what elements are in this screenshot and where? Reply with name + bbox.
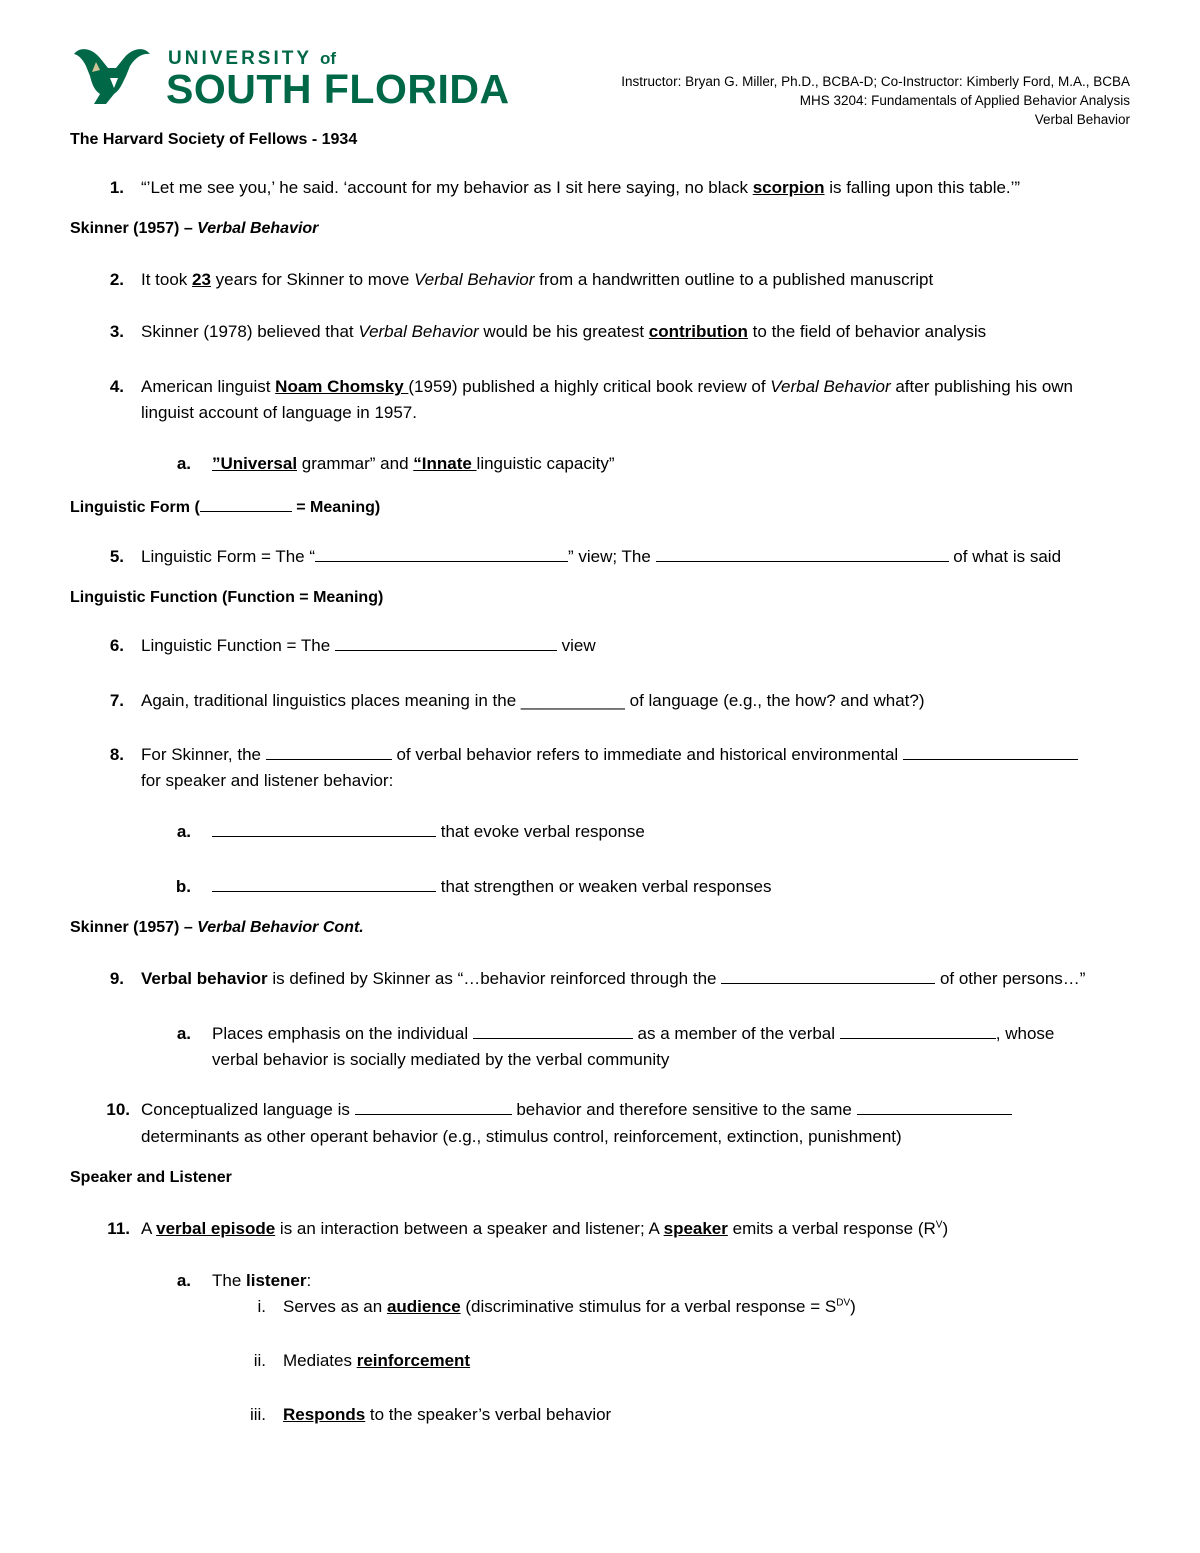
item-letter: a. — [176, 1271, 191, 1290]
section-harvard: The Harvard Society of Fellows - 1934 — [70, 131, 358, 148]
bull-logo-icon — [70, 44, 154, 108]
item-6: Linguistic Function = The view — [141, 636, 596, 655]
fill-blank[interactable] — [355, 1099, 512, 1115]
item-2: It took 23 years for Skinner to move Verbal Behavior from a handwritten outline to a published manuscript — [141, 270, 934, 289]
item-4a: ”Universal grammar” and “Innate linguistic capacity” — [212, 454, 615, 473]
fill-blank[interactable] — [903, 744, 1078, 760]
section-skinner-cont: Skinner (1957) – Verbal Behavior Cont. — [70, 919, 364, 936]
section-skinner-1957: Skinner (1957) – Verbal Behavior — [70, 220, 319, 237]
item-11a-iii: Responds to the speaker’s verbal behavior — [283, 1405, 612, 1424]
item-8b: that strengthen or weaken verbal responses — [212, 876, 771, 898]
section-linguistic-form: Linguistic Form ( = Meaning) — [70, 496, 380, 518]
item-number: 2. — [109, 270, 124, 289]
item-number: 11. — [107, 1219, 130, 1238]
fill-blank[interactable] — [473, 1023, 633, 1039]
item-5: Linguistic Form = The “ ” view; The of what is said — [141, 547, 1062, 566]
item-number: 8. — [109, 745, 124, 764]
item-roman: iii. — [249, 1405, 266, 1424]
item-number: 5. — [109, 547, 124, 566]
fill-blank[interactable] — [857, 1099, 1012, 1115]
item-3: Skinner (1978) believed that Verbal Behavior would be his greatest contribution to the field of behavior analysis — [141, 322, 987, 341]
item-8-cont: for speaker and listener behavior: — [141, 771, 394, 790]
fill-blank[interactable] — [212, 876, 436, 892]
topic-line: Verbal Behavior — [1034, 112, 1130, 127]
item-7: Again, traditional linguistics places meaning in the ___________ of language (e.g., the how? and what?) — [141, 691, 925, 710]
item-roman: i. — [257, 1297, 266, 1316]
item-number: 7. — [109, 691, 124, 710]
item-11a-i: Serves as an audience (discriminative stimulus for a verbal response = $S^{DV}$) — [283, 1297, 856, 1316]
item-11: A verbal episode is an interaction between a speaker and listener; A speaker emits a verbal response $(R^V)$ — [141, 1219, 949, 1238]
fill-blank[interactable] — [721, 968, 935, 984]
fill-blank[interactable] — [840, 1023, 996, 1039]
item-9a: Places emphasis on the individual as a member of the verbal , whose — [212, 1024, 1055, 1043]
item-letter: b. — [175, 877, 191, 896]
instructor-line: Instructor: Bryan G. Miller, Ph.D., BCBA-D; Co-Instructor: Kimberly Ford, M.A., BCBA — [621, 74, 1130, 89]
item-11a: The listener: — [212, 1271, 312, 1290]
section-speaker-listener: Speaker and Listener — [70, 1169, 232, 1186]
fill-blank[interactable] — [656, 546, 949, 562]
item-letter: a. — [176, 454, 191, 473]
logo-university: UNIVERSITY — [168, 48, 312, 69]
fill-blank[interactable] — [335, 635, 557, 651]
item-10: Conceptualized language is behavior and therefore sensitive to the same — [141, 1099, 1012, 1121]
course-line: MHS 3204: Fundamentals of Applied Behavior Analysis — [799, 93, 1130, 108]
item-1: “’Let me see you,’ he said. ‘account for my behavior as I sit here saying, no black scorpion is falling upon this table.’” — [141, 178, 1021, 197]
item-roman: ii. — [253, 1351, 266, 1370]
logo-of: of — [319, 49, 337, 68]
item-4: American linguist Noam Chomsky (1959) published a highly critical book review of Verbal Behavior after publishing his own — [141, 377, 1074, 396]
item-9: Verbal behavior is defined by Skinner as “…behavior reinforced through the of other persons…” — [141, 969, 1086, 988]
item-number: 1. — [109, 178, 124, 197]
fill-blank[interactable] — [266, 744, 392, 760]
item-8a: that evoke verbal response — [212, 821, 645, 843]
item-9a-cont: verbal behavior is socially mediated by the verbal community — [212, 1050, 670, 1069]
item-number: 6. — [109, 636, 124, 655]
fill-blank[interactable] — [200, 496, 292, 512]
item-8: For Skinner, the of verbal behavior refers to immediate and historical environmental — [141, 744, 1078, 766]
logo-south-florida: SOUTH FLORIDA — [166, 66, 510, 112]
item-letter: a. — [176, 1024, 191, 1043]
section-linguistic-function: Linguistic Function (Function = Meaning) — [70, 589, 384, 606]
item-number: 10. — [106, 1100, 130, 1119]
item-4-cont: linguist account of language in 1957. — [141, 403, 417, 422]
fill-blank[interactable] — [315, 546, 568, 562]
item-letter: a. — [176, 822, 191, 841]
item-number: 4. — [109, 377, 124, 396]
item-number: 3. — [109, 322, 124, 341]
item-10-cont: determinants as other operant behavior (e.g., stimulus control, reinforcement, extinction, punishment) — [141, 1127, 902, 1146]
item-number: 9. — [109, 969, 124, 988]
item-11a-ii: Mediates reinforcement — [283, 1351, 471, 1370]
fill-blank[interactable] — [212, 821, 436, 837]
